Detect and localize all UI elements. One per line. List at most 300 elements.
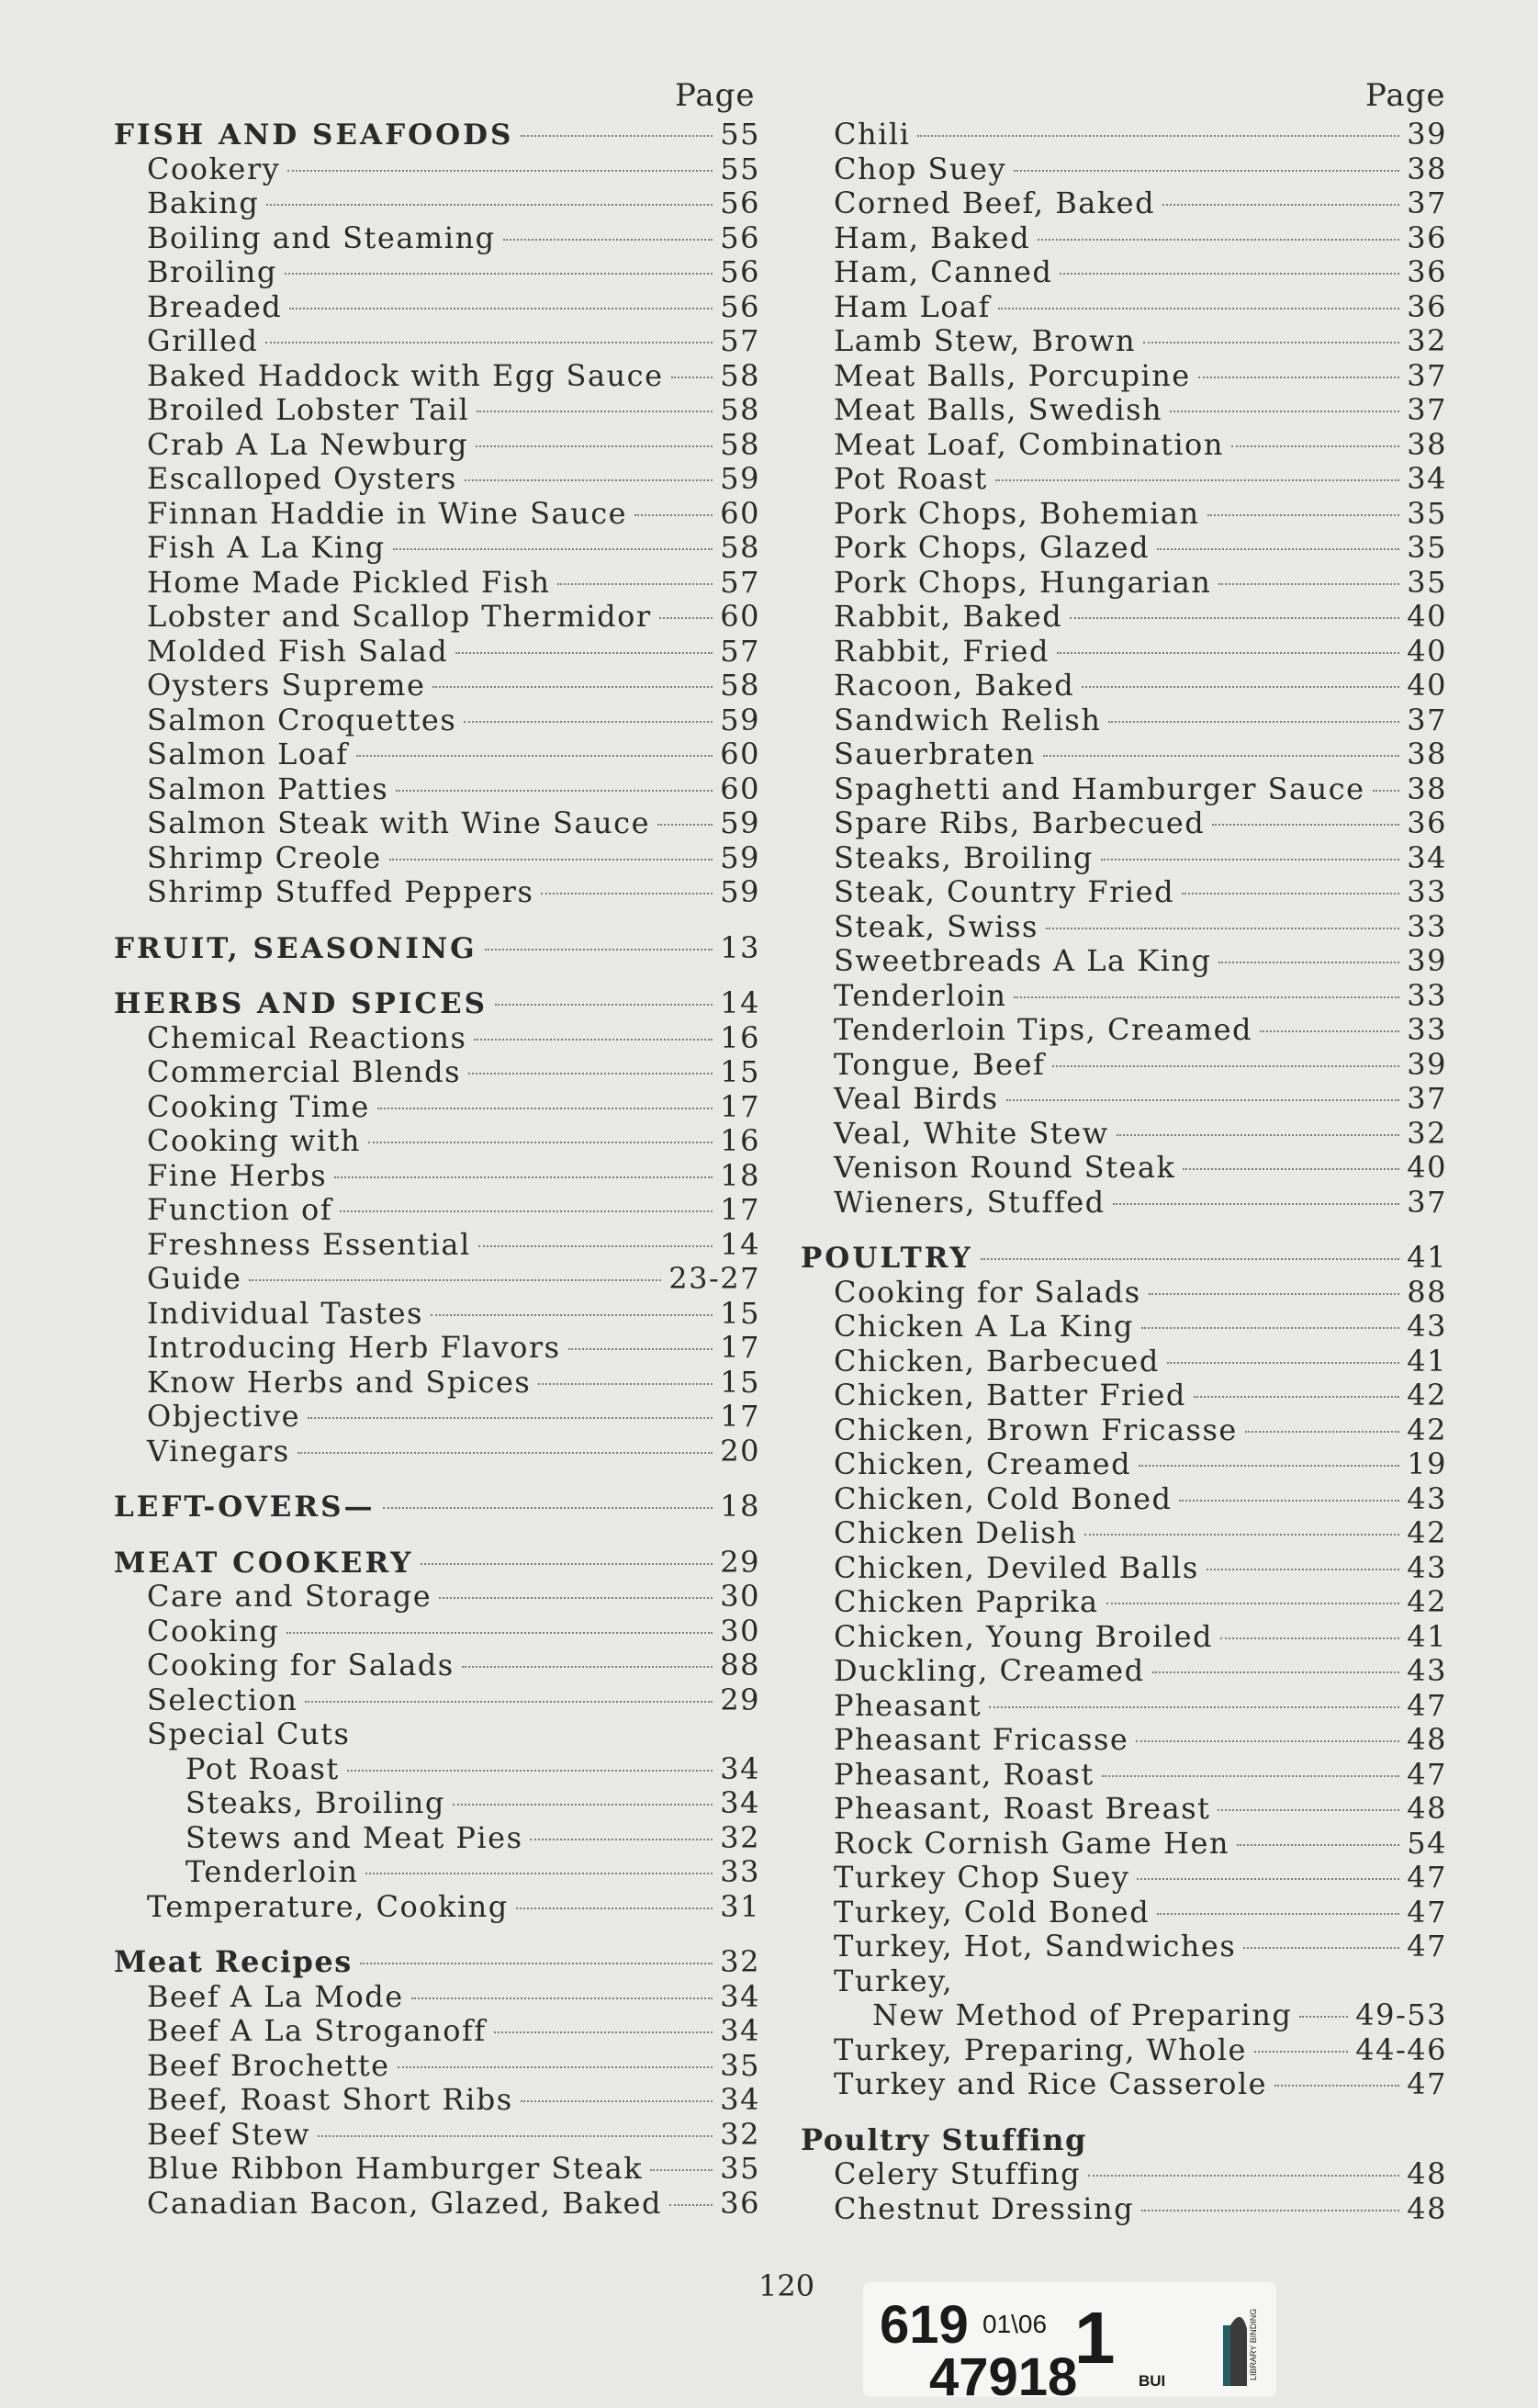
leader-dots — [289, 308, 713, 309]
entry-page-number: 33 — [720, 1854, 760, 1889]
entry-label: Sauerbraten — [834, 737, 1036, 771]
right-index-entry — [801, 1082, 1447, 1117]
left-index-entry — [114, 772, 760, 807]
section-heading: FRUIT, SEASONING — [114, 931, 477, 965]
entry-label: Turkey, Preparing, Whole — [834, 2031, 1247, 2067]
stamp-tiny-text: BUI — [1139, 2372, 1166, 2390]
left-index-entry — [114, 393, 760, 428]
entry-page-number: 34 — [1407, 461, 1447, 496]
leader-dots — [1141, 2210, 1399, 2211]
leader-dots — [1014, 170, 1399, 172]
right-index-entry — [801, 1620, 1447, 1655]
leader-dots — [1157, 548, 1399, 550]
leader-dots — [495, 1004, 713, 1006]
entry-label: Beef, Roast Short Ribs — [147, 2082, 513, 2117]
right-index-entry — [801, 2033, 1447, 2068]
entry-label: Blue Ribbon Hamburger Steak — [147, 2151, 644, 2186]
right-index-entry — [801, 1861, 1447, 1896]
entry-label: Individual Tastes — [147, 1295, 423, 1331]
entry-page-number: 48 — [1407, 1791, 1447, 1826]
entry-page-number: 43 — [1407, 1549, 1447, 1585]
leader-dots — [1212, 824, 1399, 826]
entry-page-number: 49-53 — [1355, 1997, 1447, 2032]
right-index-entry — [801, 979, 1447, 1014]
right-index-entry — [801, 290, 1447, 325]
entry-page-number: 88 — [1407, 1274, 1447, 1310]
leader-dots — [377, 1108, 713, 1109]
stamp-line-2: 47918 — [929, 2347, 1078, 2407]
leader-dots — [398, 2066, 713, 2068]
left-index-entry — [114, 1683, 760, 1718]
leader-dots — [1014, 996, 1399, 998]
leader-dots — [1198, 377, 1400, 378]
left-index-entry — [114, 1648, 760, 1683]
left-index-entry — [114, 1331, 760, 1366]
right-index-entry — [801, 152, 1447, 187]
entry-label: Chicken, Brown Fricasse — [834, 1412, 1238, 1447]
entry-page-number: 58 — [720, 668, 760, 703]
right-index-entry — [801, 1516, 1447, 1551]
entry-label: Chicken, Batter Fried — [834, 1378, 1186, 1412]
right-index-entry — [801, 669, 1447, 703]
entry-page-number: 58 — [720, 426, 760, 462]
left-index-entry — [114, 1400, 760, 1435]
entry-label: Cookery — [147, 151, 281, 186]
section-heading: FISH AND SEAFOODS — [114, 118, 514, 152]
right-index-entry — [801, 600, 1447, 635]
entry-label: Turkey and Rice Casserole — [834, 2066, 1268, 2101]
right-index-entry — [801, 1585, 1447, 1620]
right-index-entry — [801, 910, 1447, 945]
entry-page-number: 19 — [1407, 1446, 1447, 1481]
left-index-entry — [114, 255, 760, 290]
right-index-entry — [801, 1689, 1447, 1724]
right-index-entry — [801, 737, 1447, 772]
leader-dots — [347, 1770, 713, 1772]
entry-label: Selection — [147, 1682, 298, 1717]
entry-label: Ham, Canned — [834, 254, 1053, 289]
entry-page-number: 15 — [720, 1295, 760, 1331]
entry-page-number: 36 — [1407, 219, 1447, 255]
entry-label: Pheasant, Roast Breast — [834, 1791, 1211, 1826]
leader-dots — [1194, 1396, 1399, 1398]
right-index-entry — [801, 772, 1447, 807]
entry-label: Objective — [147, 1399, 301, 1434]
binding-logo-icon — [1219, 2289, 1265, 2391]
entry-page-number: 57 — [720, 323, 760, 358]
entry-label: Celery Stuffing — [834, 2156, 1082, 2191]
right-index-entry — [801, 118, 1447, 152]
entry-page-number: 56 — [720, 254, 760, 289]
entry-page-number: 58 — [720, 530, 760, 565]
left-index-entry — [114, 600, 760, 635]
entry-page-number: 35 — [720, 2047, 760, 2083]
entry-label: Turkey Chop Suey — [834, 1860, 1130, 1895]
left-index-entry — [114, 669, 760, 703]
leader-dots — [393, 548, 713, 550]
entry-page-number: 35 — [1407, 495, 1447, 531]
entry-page-number: 33 — [1407, 874, 1447, 909]
entry-label: Veal Birds — [834, 1081, 999, 1116]
section-gap — [801, 2102, 1447, 2123]
entry-page-number: 29 — [720, 1544, 760, 1580]
entry-page-number: 14 — [720, 985, 760, 1020]
entry-label: Salmon Loaf — [147, 737, 349, 771]
entry-page-number: 42 — [1407, 1378, 1447, 1412]
left-index-entry — [114, 1890, 760, 1925]
left-index-entry — [114, 1228, 760, 1263]
entry-page-number: 55 — [720, 117, 760, 152]
entry-label: Molded Fish Salad — [147, 633, 449, 669]
entry-label: Pot Roast — [185, 1750, 340, 1786]
entry-page-number: 60 — [720, 771, 760, 806]
entry-label: Guide — [147, 1261, 242, 1296]
entry-label: Salmon Patties — [147, 771, 389, 806]
leader-dots — [334, 1176, 713, 1178]
left-index-entry — [114, 1159, 760, 1194]
entry-page-number: 32 — [720, 1944, 760, 1979]
entry-page-number: 48 — [1407, 2156, 1447, 2191]
entry-label: Pheasant, Roast — [834, 1756, 1095, 1792]
section-gap — [114, 910, 760, 931]
leader-dots — [1231, 445, 1399, 447]
left-index-entry — [114, 2152, 760, 2187]
entry-label: Venison Round Steak — [834, 1150, 1176, 1185]
entry-page-number: 40 — [1407, 599, 1447, 634]
entry-label: Pork Chops, Hungarian — [834, 564, 1212, 600]
leader-dots — [1060, 273, 1399, 275]
index-column-right — [801, 118, 1447, 2226]
leader-dots — [305, 1701, 713, 1703]
entry-label: Canadian Bacon, Glazed, Baked — [147, 2185, 662, 2221]
entry-page-number: 54 — [1407, 1825, 1447, 1861]
right-index-entry — [801, 1792, 1447, 1827]
leader-dots — [1102, 1775, 1400, 1777]
entry-label: Home Made Pickled Fish — [147, 564, 551, 600]
right-index-entry — [801, 635, 1447, 670]
entry-page-number: 57 — [720, 564, 760, 600]
entry-page-number: 14 — [720, 1226, 760, 1262]
entry-label: Turkey, Hot, Sandwiches — [834, 1929, 1237, 1964]
left-index-entry — [114, 875, 760, 910]
entry-label: Sweetbreads A La King — [834, 943, 1212, 978]
entry-page-number: 30 — [720, 1613, 760, 1648]
entry-label: Turkey, Cold Boned — [834, 1894, 1151, 1930]
entry-label: Chicken Delish — [834, 1515, 1078, 1550]
leader-dots — [474, 1039, 713, 1041]
right-index-entry — [801, 2157, 1447, 2192]
leader-dots — [634, 514, 713, 516]
entry-label: Broiled Lobster Tail — [147, 392, 470, 427]
leader-dots — [917, 135, 1399, 137]
entry-label: Duckling, Creamed — [834, 1653, 1145, 1688]
right-index-entry — [801, 566, 1447, 601]
leader-dots — [1218, 583, 1399, 585]
leader-dots — [1101, 859, 1399, 861]
leader-dots — [1274, 2085, 1399, 2087]
entry-page-number: 56 — [720, 288, 760, 324]
leader-dots — [365, 1873, 713, 1874]
entry-page-number: 33 — [1407, 1012, 1447, 1047]
entry-label: Baked Haddock with Egg Sauce — [147, 357, 664, 393]
entry-page-number: 58 — [720, 392, 760, 427]
entry-page-number: 34 — [1407, 839, 1447, 875]
left-index-entry — [114, 1821, 760, 1856]
leader-dots — [1157, 1913, 1399, 1915]
entry-label: Lamb Stew, Brown — [834, 323, 1137, 358]
entry-label: Cooking for Salads — [147, 1648, 455, 1682]
entry-page-number: 60 — [720, 599, 760, 634]
left-index-entry — [114, 1717, 760, 1752]
entry-label: Crab A La Newburg — [147, 426, 468, 462]
leader-dots — [538, 1383, 713, 1385]
entry-page-number: 35 — [720, 2151, 760, 2186]
left-index-entry — [114, 2118, 760, 2153]
leader-dots — [516, 1907, 713, 1909]
entry-label: Chop Suey — [834, 151, 1007, 186]
entry-page-number: 42 — [1407, 1515, 1447, 1550]
left-index-entry — [114, 1786, 760, 1821]
entry-page-number: 56 — [720, 186, 760, 220]
leader-dots — [308, 1417, 713, 1419]
entry-page-number: 40 — [1407, 633, 1447, 669]
entry-page-number: 18 — [720, 1157, 760, 1193]
section-heading: MEAT COOKERY — [114, 1546, 414, 1580]
leader-dots — [671, 377, 713, 378]
leader-dots — [1006, 1099, 1400, 1101]
entry-label: Tenderloin — [185, 1854, 359, 1889]
entry-page-number: 47 — [1407, 2066, 1447, 2101]
left-index-entry — [114, 1855, 760, 1890]
entry-page-number: 59 — [720, 702, 760, 737]
entry-label: Fish A La King — [147, 530, 386, 565]
right-index-entry — [801, 1447, 1447, 1482]
entry-label: Pot Roast — [834, 461, 988, 496]
right-index-entry — [801, 255, 1447, 290]
left-index-entry — [114, 462, 760, 497]
left-index-entry — [114, 566, 760, 601]
entry-label: Steak, Swiss — [834, 908, 1038, 944]
entry-page-number: 13 — [720, 929, 760, 965]
left-index-entry — [114, 1435, 760, 1469]
right-index-entry — [801, 1964, 1447, 1999]
entry-label: Freshness Essential — [147, 1226, 471, 1262]
leader-dots — [1237, 1844, 1399, 1846]
entry-page-number: 17 — [720, 1399, 760, 1434]
left-index-entry — [114, 1366, 760, 1401]
left-index-entry — [114, 221, 760, 256]
leader-dots — [477, 411, 713, 412]
entry-label: Vinegars — [147, 1433, 290, 1468]
entry-label: Beef A La Mode — [147, 1978, 404, 2014]
leader-dots — [1183, 1168, 1399, 1170]
left-index-entry — [114, 428, 760, 463]
entry-page-number: 16 — [720, 1019, 760, 1055]
section-heading: POULTRY — [801, 1242, 973, 1275]
entry-label: Tenderloin — [834, 977, 1007, 1013]
entry-page-number: 15 — [720, 1054, 760, 1089]
entry-page-number: 31 — [720, 1888, 760, 1924]
entry-label: Wieners, Stuffed — [834, 1184, 1106, 1220]
right-index-entry — [801, 1048, 1447, 1083]
entry-label: Ham Loaf — [834, 288, 991, 324]
entry-label: Beef Stew — [147, 2116, 311, 2152]
right-index-entry — [801, 1378, 1447, 1413]
leader-dots — [1057, 652, 1399, 654]
leader-dots — [659, 617, 713, 619]
leader-dots — [1218, 1809, 1399, 1811]
entry-page-number: 37 — [1407, 186, 1447, 220]
entry-label: Know Herbs and Spices — [147, 1364, 532, 1400]
leader-dots — [989, 1706, 1399, 1708]
entry-label: Escalloped Oysters — [147, 461, 457, 496]
leader-dots — [1139, 1465, 1399, 1467]
entry-page-number: 33 — [1407, 908, 1447, 944]
entry-page-number: 55 — [720, 151, 760, 186]
entry-label: Beef A La Stroganoff — [147, 2013, 487, 2048]
leader-dots — [1152, 1671, 1400, 1673]
leader-dots — [1245, 1431, 1399, 1433]
entry-label: Cooking with — [147, 1123, 361, 1158]
entry-label: Temperature, Cooking — [147, 1888, 509, 1924]
entry-page-number: 33 — [1407, 977, 1447, 1013]
leader-dots — [1137, 1878, 1399, 1880]
entry-page-number: 17 — [720, 1192, 760, 1227]
entry-page-number: 34 — [720, 1785, 760, 1820]
leader-dots — [494, 2031, 713, 2033]
entry-label: Chili — [834, 117, 911, 152]
entry-label: Introducing Herb Flavors — [147, 1330, 561, 1365]
entry-page-number: 32 — [720, 1819, 760, 1855]
entry-page-number: 17 — [720, 1088, 760, 1124]
entry-page-number: 88 — [720, 1648, 760, 1682]
leader-dots — [340, 1210, 713, 1212]
entry-label: Chicken, Deviled Balls — [834, 1549, 1199, 1585]
entry-label: Salmon Croquettes — [147, 702, 457, 737]
entry-page-number: 59 — [720, 805, 760, 840]
right-index-entry — [801, 841, 1447, 876]
entry-label: Boiling and Steaming — [147, 219, 496, 255]
leader-dots — [383, 1507, 713, 1509]
leader-dots — [1373, 790, 1400, 792]
leader-dots — [1043, 755, 1400, 757]
entry-label: Function of — [147, 1192, 333, 1227]
page-column-header-left: Page — [675, 77, 756, 114]
entry-label: Care and Storage — [147, 1579, 432, 1614]
entry-page-number: 34 — [720, 1750, 760, 1786]
leader-dots — [1182, 893, 1399, 895]
entry-label: Salmon Steak with Wine Sauce — [147, 805, 650, 840]
entry-label: Pheasant — [834, 1687, 982, 1723]
left-index-entry — [114, 1580, 760, 1615]
entry-page-number: 40 — [1407, 668, 1447, 703]
entry-label: Steak, Country Fried — [834, 874, 1175, 909]
leader-dots — [1220, 1637, 1399, 1639]
entry-page-number: 48 — [1407, 1722, 1447, 1757]
entry-label: Special Cuts — [147, 1716, 351, 1751]
right-index-entry — [801, 944, 1447, 979]
leader-dots — [503, 239, 713, 241]
entry-page-number: 39 — [1407, 1046, 1447, 1082]
right-index-entry — [801, 1723, 1447, 1758]
right-index-entry — [801, 1998, 1447, 2033]
section-heading: LEFT-OVERS— — [114, 1491, 376, 1524]
entry-label: Racoon, Baked — [834, 668, 1075, 703]
entry-label: Meat Loaf, Combination — [834, 426, 1224, 462]
left-index-entry — [114, 1021, 760, 1056]
entry-page-number: 37 — [1407, 357, 1447, 393]
entry-label: Commercial Blends — [147, 1054, 462, 1089]
left-index-entry — [114, 2014, 760, 2049]
right-index-entry — [801, 1827, 1447, 1862]
leader-dots — [485, 949, 713, 951]
entry-label: Lobster and Scallop Thermidor — [147, 599, 652, 634]
leader-dots — [462, 1666, 713, 1668]
right-index-entry — [801, 393, 1447, 428]
entry-label: Tenderloin Tips, Creamed — [834, 1012, 1253, 1047]
entry-label: Broiling — [147, 254, 277, 289]
leader-dots — [1149, 1293, 1400, 1295]
left-index-entry — [114, 1124, 760, 1159]
right-index-entry — [801, 359, 1447, 394]
leader-dots — [297, 1452, 713, 1454]
entry-label: Turkey, — [834, 1963, 954, 1998]
entry-label: Chicken, Cold Boned — [834, 1480, 1173, 1516]
entry-label: Meat Balls, Swedish — [834, 392, 1163, 427]
entry-page-number: 32 — [1407, 323, 1447, 358]
left-index-entry — [114, 1055, 760, 1090]
entry-page-number: 17 — [720, 1330, 760, 1365]
left-index-entry — [114, 986, 760, 1021]
entry-page-number: 42 — [1407, 1412, 1447, 1447]
section-heading: Poultry Stuffing — [801, 2121, 1087, 2157]
entry-page-number: 48 — [1407, 2190, 1447, 2226]
entry-page-number: 39 — [1407, 117, 1447, 152]
entry-page-number: 41 — [1407, 1343, 1447, 1378]
entry-label: Finnan Haddie in Wine Sauce — [147, 495, 628, 531]
left-index-entry — [114, 1090, 760, 1125]
entry-label: Rock Cornish Game Hen — [834, 1825, 1229, 1861]
entry-page-number: 47 — [1407, 1860, 1447, 1895]
entry-label: Cooking — [147, 1613, 280, 1648]
entry-label: Chicken, Young Broiled — [834, 1618, 1213, 1654]
entry-page-number: 20 — [720, 1433, 760, 1468]
entry-page-number: 30 — [720, 1579, 760, 1614]
entry-label: New Method of Preparing — [872, 1997, 1293, 2032]
entry-page-number: 60 — [720, 495, 760, 531]
leader-dots — [431, 1314, 713, 1316]
entry-label: Sandwich Relish — [834, 702, 1102, 737]
entry-label: Rabbit, Fried — [834, 633, 1050, 669]
entry-page-number: 36 — [1407, 288, 1447, 324]
left-index-entry — [114, 1980, 760, 2015]
leader-dots — [266, 204, 713, 206]
right-index-entry — [801, 2067, 1447, 2102]
entry-label: Cooking Time — [147, 1088, 370, 1124]
entry-page-number: 47 — [1407, 1894, 1447, 1930]
section-heading: Meat Recipes — [114, 1944, 353, 1979]
leader-dots — [476, 445, 713, 447]
entry-label: Shrimp Stuffed Peppers — [147, 874, 534, 909]
entry-page-number: 23-27 — [668, 1261, 760, 1296]
leader-dots — [1070, 617, 1399, 619]
entry-label: Spare Ribs, Barbecued — [834, 805, 1206, 840]
right-index-entry — [801, 1345, 1447, 1379]
left-index-entry — [114, 635, 760, 670]
entry-page-number: 38 — [1407, 426, 1447, 462]
entry-page-number: 35 — [1407, 564, 1447, 600]
leader-dots — [669, 2204, 713, 2206]
